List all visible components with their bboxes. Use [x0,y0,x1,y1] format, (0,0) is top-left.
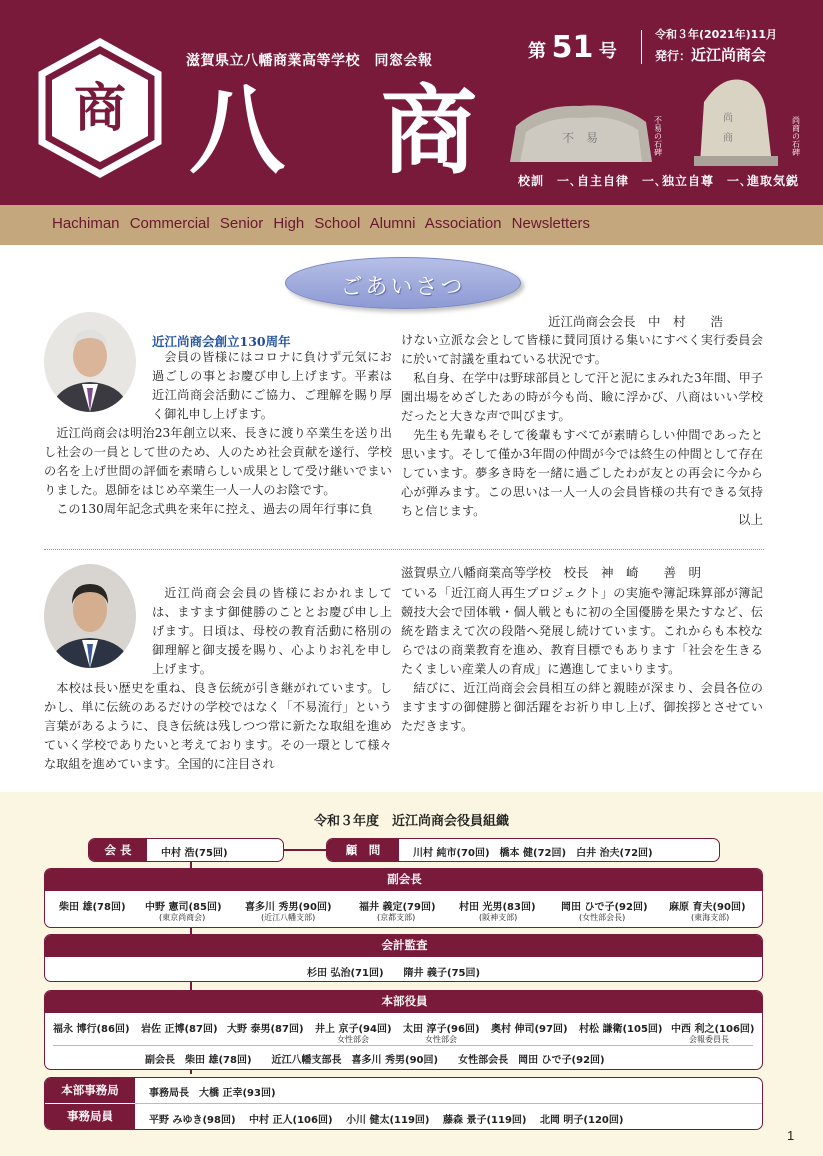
vice-president-box [44,868,763,928]
section-divider [44,549,764,550]
issue-number-value: 51 [551,30,594,65]
school-motto: 校訓 一､自主自律 一､独立自尊 一､進取気鋭 [518,174,800,188]
publisher [655,44,766,65]
vice-president-label: 副会長 [45,869,763,891]
hq-member-note: 女性部会 [425,1035,457,1044]
organization-title: 令和３年度 近江尚商会役員組織 [313,814,509,829]
hq-row-divider [53,1045,753,1046]
vice-member-note: (東京尚商会) [159,913,206,922]
chair-paragraph-5: 先生も先輩もそして後輩もすべてが素晴らしい仲間であったと思います。そして僅か3年間の仲間が今では終生の仲間として存在しています。夢多き時を一緒に過ごしたわが友との再会に今から心が弾みます。この思いは一人一人の会員皆様の共有できる気持ちと信じます。 [401,428,763,518]
vice-member-note: (阪神支部) [479,913,518,922]
principal-paragraph-1: 近江尚商会会員の皆様におかれましては、ますます御健勝のこととお慶び申し上げます。日頃は、母校の教育活動に格別の御理解と御支援を賜り、心よりお礼を申し上げます。 [152,586,392,676]
issue-suffix: 号 [598,41,617,62]
stone-left-text: 不 易 [562,131,599,145]
chair-paragraph-3-cont: けない立派な会として皆様に賛同頂ける集いにすべく実行委員会に於いて討議を重ねている状況です。 [401,333,763,366]
chair-closing: 以上 [738,512,764,527]
office-box [44,1077,763,1130]
hq-member: 中西 利之(106回) [671,1024,755,1035]
president-name: 中村 浩(75回) [161,848,228,859]
org-connector-advisor [284,849,326,851]
principal-paragraph-2: 本校は長い歴史を重ね、良き伝統が引き継がれています。しかし、単に伝統のあるだけの学校ではなく「不易流行」という言葉があるように、良き伝統は残しつつ常に新たな取組を進めていく学校でありたいと考えております。その一環として様々な取組を進めています。全国的に注目され [44,681,392,771]
hq-officers-label: 本部役員 [45,991,763,1013]
newsletter-title-text: 八 商 [189,74,477,182]
staff-names: 平野 みゆき(98回) 中村 正人(106回) 小川 健太(119回) 藤森 景子(119回) 北岡 明子(120回) [149,1115,624,1126]
issue-date: 令和３年(2021年)11月 [655,28,777,41]
vice-member: 喜多川 秀男(90回) [245,902,332,913]
publisher-name: 近江尚商会 [691,46,767,64]
advisor-names: 川村 純市(70回) 橋本 健(72回) 白井 治夫(72回) [413,848,653,859]
staff-label: 事務局員 [45,1104,135,1130]
stone-right-label: 尚商の石碑 [791,116,801,156]
office-row-divider [135,1103,763,1104]
principal-paragraph-3: 結びに、近江尚商会会員相互の絆と親睦が深まり、会員各位のますますの御健勝と御活躍をお祈り申し上げ、御挨拶とさせていただきます。 [401,681,763,733]
principal-text-left [44,584,392,774]
vice-member: 麻原 育夫(90回) [669,902,746,913]
chair-paragraph-2: 近江尚商会は明治23年創立以来、長きに渡り卒業生を送り出し社会の一員として世のため、人のため社会貢献を遂行、学校の名を上げ世間の評価を素晴らしい成果として受け継いでまいりました。恩師をはじめ卒業生一人一人のお陰です。 [44,426,392,497]
vice-member-note: (女性部会長) [579,913,626,922]
chair-text-right [401,331,763,521]
hq-member: 奥村 伸司(97回) [491,1024,568,1035]
school-name-line: 滋賀県立八幡商業高等学校 同窓会報 [186,53,433,69]
hq-member: 村松 謙衛(105回) [579,1024,663,1035]
office-chief: 事務局長 大橋 正幸(93回) [149,1088,276,1099]
hq-member-note: 会報委員長 [689,1035,729,1044]
vice-member-note: (東海支部) [691,913,730,922]
president-label: 会 長 [89,839,147,862]
vice-member-note: (京都支部) [377,913,416,922]
vice-member: 柴田 雄(78回) [59,902,126,913]
chair-subheading: 近江尚商会創立130周年 [152,334,291,349]
office-label: 本部事務局 [45,1078,135,1103]
masthead [0,0,823,205]
emblem-char: 商 [73,78,127,139]
auditor-names: 杉田 弘治(71回) 隋井 義子(75回) [307,968,481,979]
advisor-box [326,838,720,862]
chair-paragraph-4: 私自身、在学中は野球部員として汗と泥にまみれた3年間、甲子園出場をめざしたあの時が今も尚、瞼に浮かび、八商はいい学校だったと大きな声で叫びます。 [401,371,763,423]
greeting-heading: ごあいさつ [340,275,466,300]
newsletter-title [168,64,498,182]
stone-right-text: 尚 商 [720,112,732,142]
president-box [88,838,284,862]
principal-signature: 滋賀県立八幡商業高等学校 校長 神 崎 善 明 [401,565,702,580]
chair-signature: 近江尚商会会長 中 村 浩 [548,314,724,329]
hq-member: 大野 泰男(87回) [227,1024,304,1035]
issue-prefix: 第 [528,41,546,62]
advisor-label: 顧 問 [327,839,399,862]
publisher-label: 発行： [655,49,692,63]
school-emblem-logo [36,38,164,178]
stone-left-label: 不易の石碑 [653,116,663,156]
vice-member: 福井 義定(79回) [359,902,436,913]
chair-paragraph-3: この130周年記念式典を来年に控え、過去の周年行事に負 [56,502,373,516]
page-number: 1 [787,1128,795,1143]
principal-paragraph-2-cont: ている「近江商人再生プロジェクト」の実施や簿記珠算部が簿記競技大会で団体戦・個人戦ともに初の全国優勝を果たすなど、伝統を踏まえて次の段階へ発展し続けています。これからも本校ならではの商業教育を進め、教育目標でもあります「社会を生きるたくましい産業人の育成」に邁進してまいります。 [401,586,763,676]
hq-member: 岩佐 正博(87回) [141,1024,218,1035]
issue-number [528,30,617,65]
auditor-label: 会計監査 [45,935,763,957]
chair-paragraph-1: 会員の皆様にはコロナに負けず元気にお過ごしの事とお慶び申し上げます。平素は近江尚商会活動にご協力、ご理解を賜り厚く御礼申し上げます。 [152,350,392,421]
english-subtitle-bar [0,205,823,245]
vice-member: 中野 憲司(85回) [145,902,222,913]
stone-monuments-photo [510,72,808,168]
principal-text-right [401,584,763,736]
vice-member-note: (近江八幡支部) [261,913,316,922]
hq-ex-officio: 副会長 柴田 雄(78回) 近江八幡支部長 喜多川 秀男(90回) 女性部会長 岡田 ひで子(92回) [145,1055,605,1066]
hq-member-note: 女性部会 [337,1035,369,1044]
hq-member: 井上 京子(94回) [315,1024,392,1035]
vice-member: 岡田 ひで子(92回) [561,902,648,913]
vice-member: 村田 光男(83回) [459,902,536,913]
hq-member: 福永 博行(86回) [53,1024,130,1035]
english-subtitle: Hachiman Commercial Senior High School Alumni Association Newsletters [52,215,591,232]
issue-separator [641,30,642,64]
hq-member: 太田 淳子(96回) [403,1024,480,1035]
hq-officers-box [44,990,763,1070]
chair-text-left [44,348,392,519]
auditor-box [44,934,763,982]
